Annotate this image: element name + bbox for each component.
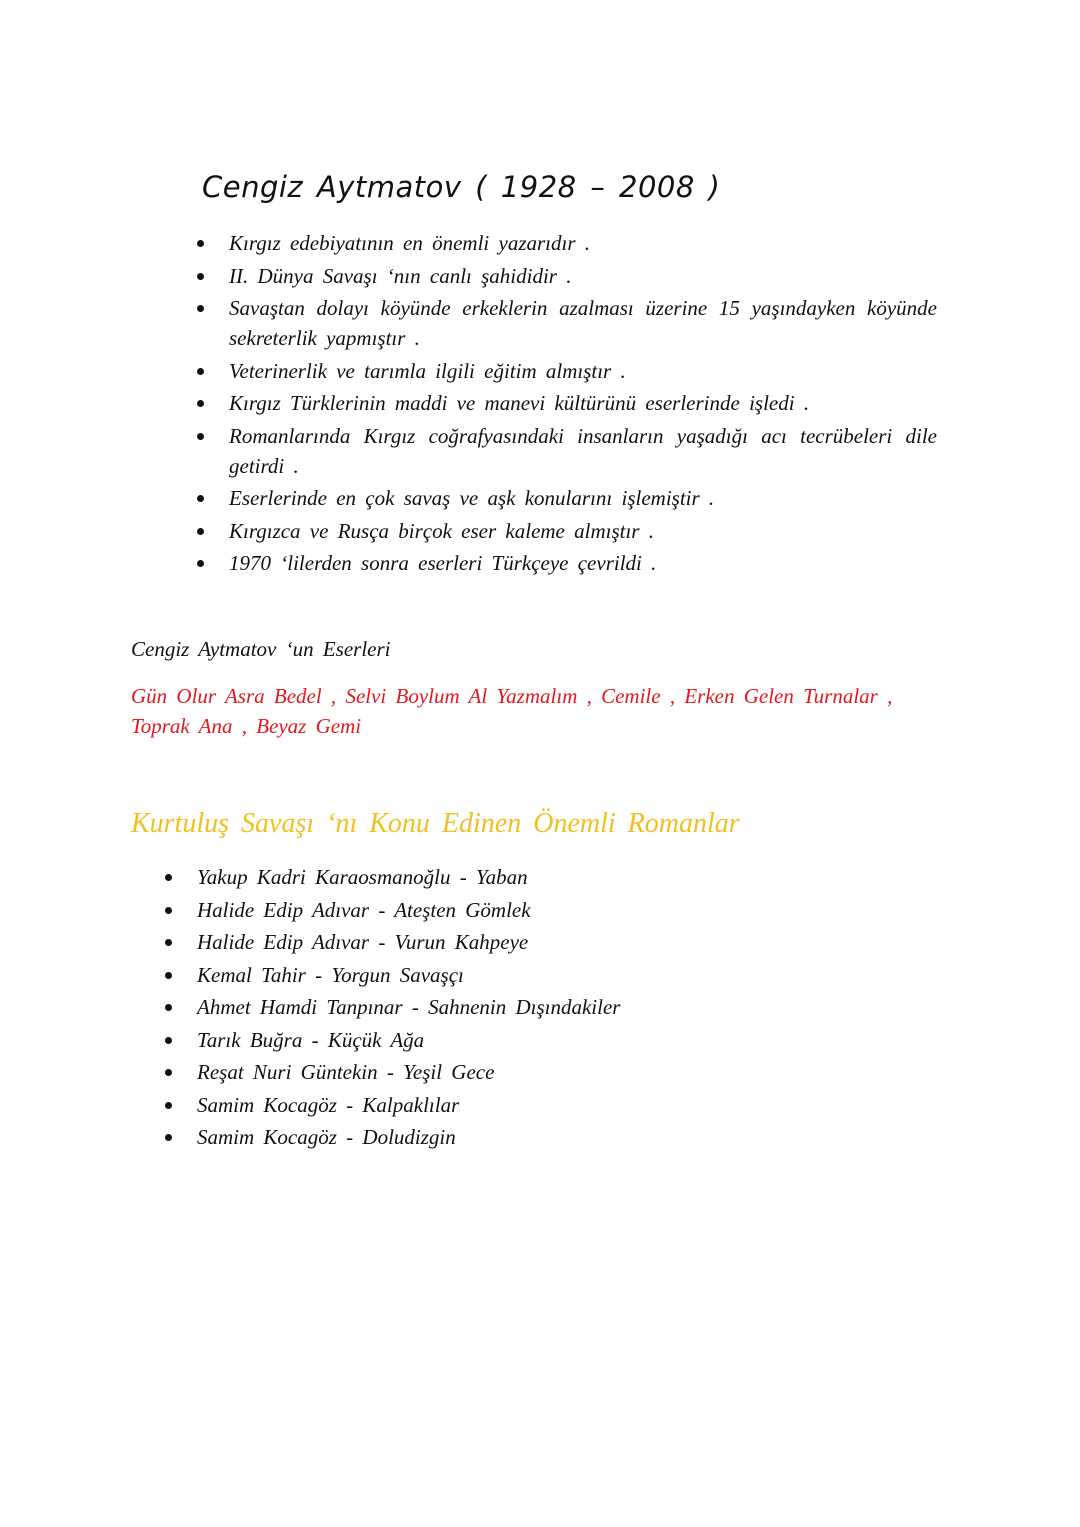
novel-item: Yakup Kadri Karaosmanoğlu - Yaban xyxy=(165,862,865,892)
bio-item: Kırgızca ve Rusça birçok eser kaleme almıştır . xyxy=(197,516,937,546)
bio-item: Savaştan dolayı köyünde erkeklerin azalması üzerine 15 yaşındayken köyünde sekreterlik yapmıştır . xyxy=(197,293,937,353)
work-title: Beyaz Gemi xyxy=(256,714,362,738)
novel-item: Kemal Tahir - Yorgun Savaşçı xyxy=(165,960,865,990)
novel-item: Tarık Buğra - Küçük Ağa xyxy=(165,1025,865,1055)
novels-section-heading: Kurtuluş Savaşı ‘nı Konu Edinen Önemli Romanlar xyxy=(131,808,740,839)
bio-item: Eserlerinde en çok savaş ve aşk konularını işlemiştir . xyxy=(197,483,937,513)
bio-item: Veterinerlik ve tarımla ilgili eğitim almıştır . xyxy=(197,356,937,386)
novel-item: Halide Edip Adıvar - Ateşten Gömlek xyxy=(165,895,865,925)
bio-item: II. Dünya Savaşı ‘nın canlı şahididir . xyxy=(197,261,937,291)
bio-item: Kırgız Türklerinin maddi ve manevi kültürünü eserlerinde işledi . xyxy=(197,388,937,418)
works-heading: Cengiz Aytmatov ‘un Eserleri xyxy=(131,637,391,661)
bio-item: Romanlarında Kırgız coğrafyasındaki insanların yaşadığı acı tecrübeleri dile getirdi . xyxy=(197,421,937,481)
novel-item: Samim Kocagöz - Kalpaklılar xyxy=(165,1090,865,1120)
work-title: Erken Gelen Turnalar , xyxy=(684,684,893,708)
novel-item: Halide Edip Adıvar - Vurun Kahpeye xyxy=(165,927,865,957)
author-bio-list xyxy=(197,228,937,581)
work-title: Toprak Ana , xyxy=(131,714,247,738)
work-title: Gün Olur Asra Bedel , xyxy=(131,684,337,708)
novel-item: Reşat Nuri Güntekin - Yeşil Gece xyxy=(165,1057,865,1087)
bio-item: Kırgız edebiyatının en önemli yazarıdır . xyxy=(197,228,937,258)
work-title: Selvi Boylum Al Yazmalım , xyxy=(345,684,592,708)
novels-list xyxy=(165,862,865,1155)
works-list xyxy=(131,681,941,741)
work-title: Cemile , xyxy=(601,684,676,708)
bio-item: 1970 ‘lilerden sonra eserleri Türkçeye çevrildi . xyxy=(197,548,937,578)
novel-item: Samim Kocagöz - Doludizgin xyxy=(165,1122,865,1152)
novel-item: Ahmet Hamdi Tanpınar - Sahnenin Dışındakiler xyxy=(165,992,865,1022)
author-title: Cengiz Aytmatov ( 1928 – 2008 ) xyxy=(202,170,721,204)
